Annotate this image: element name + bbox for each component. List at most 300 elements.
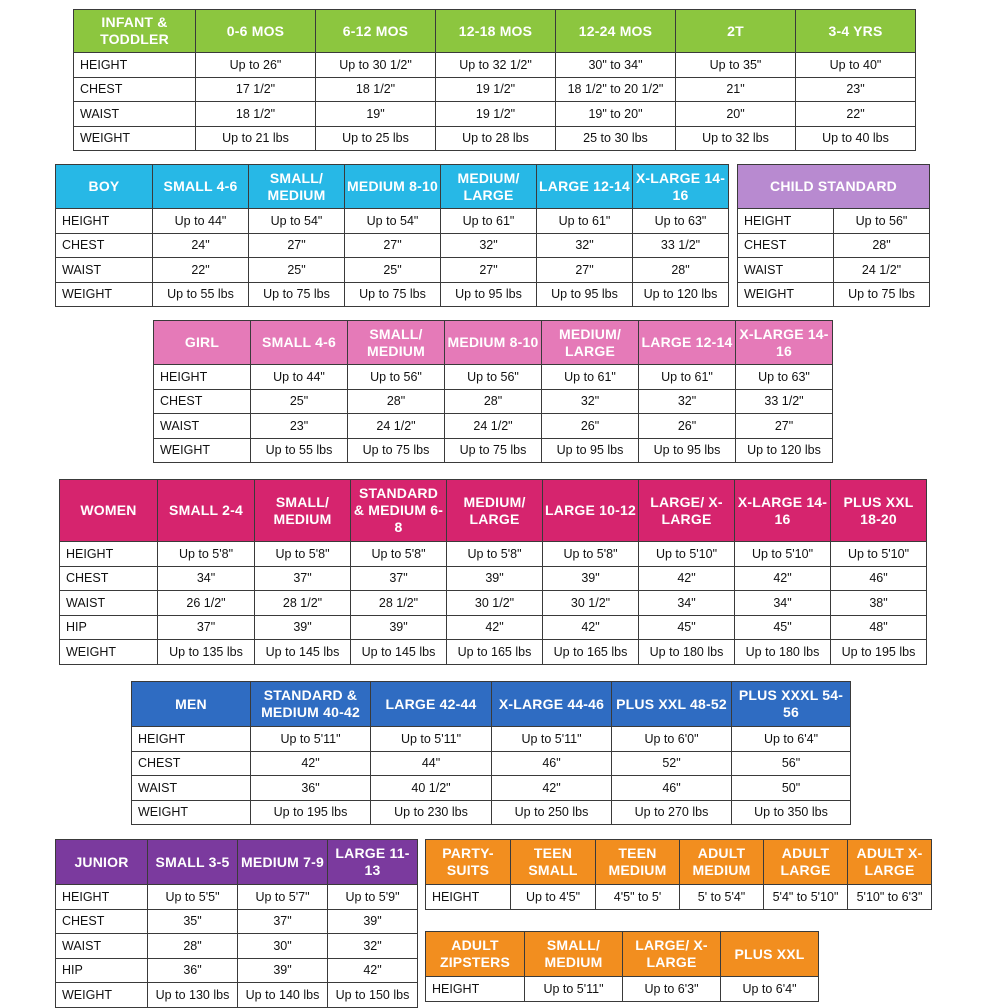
row-label-height: HEIGHT [132,727,251,752]
table-row [132,776,851,801]
table-row [56,909,418,934]
table-cell: Up to 350 lbs [732,800,851,825]
table-cell: 19" to 20" [556,102,676,127]
header-label: X-LARGE 14-16 [635,169,726,203]
size-header-large-11-13 [328,840,418,885]
size-header-small-4-6 [251,321,348,365]
table-cell: Up to 165 lbs [543,640,639,665]
table-cell: Up to 63" [736,365,833,390]
table-header-row [56,840,418,885]
header-label: SMALL/ MEDIUM [544,937,603,970]
table-cell: Up to 5'5" [148,885,238,910]
table-cell: 44" [371,751,492,776]
table-cell: 42" [447,615,543,640]
table-row [56,934,418,959]
zipsters-size-table [425,931,819,1002]
table-cell: Up to 6'4" [732,727,851,752]
table-cell: 19" [316,102,436,127]
table-row [56,282,729,307]
table-cell: 27" [537,258,633,283]
table-cell: 17 1/2" [196,77,316,102]
header-label: MEN [175,695,207,712]
header-label: PLUS XXXL 54-56 [738,687,844,720]
table-cell: 20" [676,102,796,127]
table-cell: 36" [251,776,371,801]
table-cell: 4'5" to 5' [596,885,680,910]
table-row [132,751,851,776]
size-header-12-24-mos [556,10,676,53]
header-label: SMALL 3-5 [155,853,230,870]
table-cell: 56" [732,751,851,776]
table-cell: Up to 55 lbs [153,282,249,307]
row-label-waist: WAIST [154,414,251,439]
header-label: PLUS XXL [734,945,805,962]
header-label: TEEN SMALL [528,845,578,878]
table-header-row [426,932,819,977]
table-cell: 28" [445,389,542,414]
size-header-small-3-5 [148,840,238,885]
size-header-small-medium [249,165,345,209]
table-cell: Up to 5'11" [525,977,623,1002]
table-cell: Up to 6'3" [623,977,721,1002]
size-header-medium-7-9 [238,840,328,885]
header-label: SMALL/ MEDIUM [367,325,425,359]
category-title [132,682,251,727]
size-header-large-12-14 [639,321,736,365]
header-label: PLUS XXL 48-52 [616,695,727,712]
table-cell: Up to 61" [542,365,639,390]
table-cell: Up to 180 lbs [639,640,735,665]
table-row [738,209,930,234]
size-header-x-large-14-16 [736,321,833,365]
table-cell: 27" [345,233,441,258]
table-cell: 35" [148,909,238,934]
table-cell: Up to 35" [676,53,796,78]
table-cell: 22" [796,102,916,127]
header-label: PLUS XXL 18-20 [843,493,914,527]
table-cell: 26 1/2" [158,591,255,616]
table-cell: 48" [831,615,927,640]
header-label: ADULT X-LARGE [856,845,923,878]
table-cell: Up to 61" [441,209,537,234]
table-cell: Up to 75 lbs [445,438,542,463]
table-cell: Up to 28 lbs [436,126,556,151]
table-row [738,258,930,283]
table-row [60,542,927,567]
junior-size-table [55,839,418,1008]
table-cell: 33 1/2" [736,389,833,414]
table-row [56,258,729,283]
size-header-plus-xxl-48-52 [612,682,732,727]
table-cell: Up to 250 lbs [492,800,612,825]
table-cell: 32" [441,233,537,258]
row-label-waist: WAIST [738,258,834,283]
table-cell: 40 1/2" [371,776,492,801]
row-label-height: HEIGHT [426,885,511,910]
size-header-medium-8-10 [445,321,542,365]
row-label-height: HEIGHT [56,209,153,234]
row-label-chest: CHEST [56,909,148,934]
table-row [132,800,851,825]
size-header-standard-and-medium-6-8 [351,480,447,542]
table-cell: Up to 195 lbs [831,640,927,665]
header-label: MEDIUM 8-10 [447,334,539,350]
table-cell: Up to 21 lbs [196,126,316,151]
table-cell: Up to 5'8" [543,542,639,567]
table-cell: Up to 230 lbs [371,800,492,825]
row-label-weight: WEIGHT [60,640,158,665]
table-row [56,209,729,234]
table-cell: Up to 44" [251,365,348,390]
table-row [60,615,927,640]
header-label: CHILD STANDARD [770,178,897,194]
table-header-row [56,165,729,209]
header-label: MEDIUM/ LARGE [558,325,622,359]
size-header-12-18-mos [436,10,556,53]
table-row [56,958,418,983]
row-label-weight: WEIGHT [56,282,153,307]
header-label: PARTY- SUITS [442,845,494,878]
size-header-adult-medium [680,840,764,885]
table-cell: 34" [158,566,255,591]
size-header-large-42-44 [371,682,492,727]
row-label-height: HEIGHT [60,542,158,567]
row-label-chest: CHEST [738,233,834,258]
table-cell: Up to 130 lbs [148,983,238,1008]
header-label: 12-24 MOS [578,22,653,39]
table-row [154,365,833,390]
size-header-teen-medium [596,840,680,885]
table-cell: 21" [676,77,796,102]
header-label: MEDIUM 7-9 [241,853,324,870]
table-cell: 25 to 30 lbs [556,126,676,151]
size-header-small-medium [348,321,445,365]
header-label: 3-4 YRS [828,22,883,39]
header-label: ADULT LARGE [780,845,831,878]
table-cell: 32" [328,934,418,959]
table-cell: 5'4" to 5'10" [764,885,848,910]
row-label-hip: HIP [60,615,158,640]
size-header-6-12-mos [316,10,436,53]
table-row [74,77,916,102]
size-header-standard-and-medium-40-42 [251,682,371,727]
table-cell: 32" [639,389,736,414]
header-label: X-LARGE 14-16 [739,325,829,359]
header-label: LARGE 42-44 [385,695,477,712]
table-cell: 23" [796,77,916,102]
table-cell: 42" [735,566,831,591]
row-label-waist: WAIST [56,258,153,283]
table-cell: 25" [251,389,348,414]
category-title [74,10,196,53]
table-cell: 39" [238,958,328,983]
table-cell: Up to 140 lbs [238,983,328,1008]
table-cell: Up to 145 lbs [255,640,351,665]
table-row [738,282,930,307]
table-cell: 42" [251,751,371,776]
table-row [60,640,927,665]
table-cell: 42" [543,615,639,640]
size-header-medium-8-10 [345,165,441,209]
row-label-chest: CHEST [60,566,158,591]
row-label-height: HEIGHT [426,977,525,1002]
boy-size-table [55,164,729,307]
table-cell: Up to 120 lbs [736,438,833,463]
row-label-waist: WAIST [132,776,251,801]
table-cell: Up to 145 lbs [351,640,447,665]
header-label: LARGE 12-14 [641,334,733,350]
table-cell: Up to 150 lbs [328,983,418,1008]
table-cell: 24 1/2" [445,414,542,439]
table-row [56,233,729,258]
category-title [738,165,930,209]
table-cell: 28" [348,389,445,414]
header-label: LARGE 11-13 [335,845,410,878]
table-cell: 18 1/2" [316,77,436,102]
category-title [154,321,251,365]
table-cell: 46" [612,776,732,801]
header-label: SMALL 4-6 [262,334,336,350]
table-cell: 34" [639,591,735,616]
table-cell: Up to 56" [445,365,542,390]
size-header-large-x-large [623,932,721,977]
table-cell: 19 1/2" [436,77,556,102]
category-title [426,932,525,977]
table-cell: 46" [492,751,612,776]
table-cell: Up to 56" [834,209,930,234]
table-row [56,885,418,910]
size-header-0-6-mos [196,10,316,53]
row-label-waist: WAIST [74,102,196,127]
header-label: JUNIOR [74,853,129,870]
header-label: SMALL/ MEDIUM [273,493,332,527]
size-header-plus-xxl-18-20 [831,480,927,542]
table-cell: Up to 75 lbs [348,438,445,463]
header-label: STANDARD & MEDIUM 40-42 [261,687,360,720]
table-cell: Up to 75 lbs [834,282,930,307]
table-cell: Up to 40 lbs [796,126,916,151]
table-cell: 30 1/2" [543,591,639,616]
table-cell: 27" [249,233,345,258]
table-cell: 24" [153,233,249,258]
header-label: 6-12 MOS [342,22,409,39]
table-cell: 24 1/2" [348,414,445,439]
infant-size-table [73,9,916,151]
row-label-height: HEIGHT [56,885,148,910]
table-cell: Up to 5'11" [371,727,492,752]
header-label: INFANT & TODDLER [100,14,169,47]
table-cell: 42" [492,776,612,801]
table-row [154,389,833,414]
size-header-small-medium [525,932,623,977]
table-cell: Up to 54" [345,209,441,234]
table-cell: 18 1/2" to 20 1/2" [556,77,676,102]
header-label: 0-6 MOS [226,22,285,39]
table-cell: 19 1/2" [436,102,556,127]
table-cell: Up to 32 lbs [676,126,796,151]
table-cell: 42" [328,958,418,983]
table-cell: 39" [543,566,639,591]
row-label-weight: WEIGHT [132,800,251,825]
category-title [426,840,511,885]
table-cell: Up to 5'8" [351,542,447,567]
table-cell: 25" [249,258,345,283]
table-cell: Up to 195 lbs [251,800,371,825]
table-cell: 37" [238,909,328,934]
table-cell: Up to 30 1/2" [316,53,436,78]
table-cell: 50" [732,776,851,801]
row-label-waist: WAIST [60,591,158,616]
table-cell: 39" [255,615,351,640]
table-cell: 30" to 34" [556,53,676,78]
table-cell: 30" [238,934,328,959]
header-label: LARGE 12-14 [539,178,630,194]
header-label: MEDIUM/ LARGE [457,169,520,203]
size-header-x-large-14-16 [735,480,831,542]
table-cell: 45" [639,615,735,640]
table-cell: Up to 5'8" [447,542,543,567]
size-header-small-2-4 [158,480,255,542]
header-label: MEDIUM/ LARGE [463,493,526,527]
size-header-x-large-14-16 [633,165,729,209]
header-label: STANDARD & MEDIUM 6-8 [353,485,444,535]
size-header-large-x-large [639,480,735,542]
table-row [60,591,927,616]
table-cell: 27" [736,414,833,439]
table-cell: 39" [447,566,543,591]
size-header-large-12-14 [537,165,633,209]
header-label: 2T [727,22,744,39]
category-title [60,480,158,542]
row-label-height: HEIGHT [738,209,834,234]
table-cell: 32" [542,389,639,414]
table-cell: Up to 32 1/2" [436,53,556,78]
header-label: LARGE/ X-LARGE [650,493,723,527]
header-label: ADULT ZIPSTERS [439,937,511,970]
header-label: LARGE 10-12 [545,502,636,518]
table-header-row [132,682,851,727]
table-cell: 37" [351,566,447,591]
size-header-plus-xxxl-54-56 [732,682,851,727]
table-cell: 39" [328,909,418,934]
table-cell: 36" [148,958,238,983]
table-cell: Up to 63" [633,209,729,234]
table-cell: 32" [537,233,633,258]
table-cell: Up to 135 lbs [158,640,255,665]
table-cell: 26" [639,414,736,439]
table-cell: Up to 5'11" [492,727,612,752]
table-cell: Up to 75 lbs [249,282,345,307]
row-label-waist: WAIST [56,934,148,959]
table-row [56,983,418,1008]
girl-size-table [153,320,833,463]
table-cell: Up to 5'9" [328,885,418,910]
category-title [56,840,148,885]
table-cell: 34" [735,591,831,616]
table-header-row [426,840,932,885]
table-cell: Up to 61" [639,365,736,390]
table-cell: Up to 5'10" [831,542,927,567]
child-size-table [737,164,930,307]
table-row [74,102,916,127]
table-cell: 28" [834,233,930,258]
table-cell: Up to 270 lbs [612,800,732,825]
size-header-large-10-12 [543,480,639,542]
table-cell: Up to 5'11" [251,727,371,752]
header-label: 12-18 MOS [458,22,533,39]
row-label-height: HEIGHT [154,365,251,390]
header-label: GIRL [184,334,220,350]
row-label-chest: CHEST [56,233,153,258]
table-cell: 38" [831,591,927,616]
row-label-weight: WEIGHT [154,438,251,463]
table-cell: Up to 54" [249,209,345,234]
table-cell: 39" [351,615,447,640]
size-header-x-large-44-46 [492,682,612,727]
table-row [154,438,833,463]
table-cell: 18 1/2" [196,102,316,127]
size-header-adult-x-large [848,840,932,885]
women-size-table [59,479,927,665]
table-row [426,977,819,1002]
table-cell: 24 1/2" [834,258,930,283]
size-header-small-medium [255,480,351,542]
row-label-weight: WEIGHT [738,282,834,307]
table-cell: Up to 6'0" [612,727,732,752]
party-size-table [425,839,932,910]
table-cell: Up to 95 lbs [542,438,639,463]
table-cell: 28" [148,934,238,959]
table-cell: Up to 95 lbs [441,282,537,307]
table-cell: Up to 61" [537,209,633,234]
table-header-row [60,480,927,542]
table-cell: 45" [735,615,831,640]
table-cell: Up to 120 lbs [633,282,729,307]
table-cell: 23" [251,414,348,439]
table-cell: Up to 6'4" [721,977,819,1002]
table-row [426,885,932,910]
table-cell: Up to 5'10" [639,542,735,567]
header-label: BOY [88,178,120,194]
table-row [132,727,851,752]
table-cell: 28 1/2" [351,591,447,616]
table-cell: 5' to 5'4" [680,885,764,910]
table-cell: 25" [345,258,441,283]
table-cell: 28" [633,258,729,283]
table-cell: 37" [158,615,255,640]
size-header-2t [676,10,796,53]
table-cell: Up to 44" [153,209,249,234]
header-label: MEDIUM 8-10 [347,178,438,194]
table-cell: Up to 5'7" [238,885,328,910]
header-label: TEEN MEDIUM [608,845,667,878]
table-cell: Up to 56" [348,365,445,390]
table-cell: 22" [153,258,249,283]
table-cell: Up to 5'8" [158,542,255,567]
row-label-hip: HIP [56,958,148,983]
row-label-chest: CHEST [154,389,251,414]
table-cell: 52" [612,751,732,776]
table-cell: Up to 5'10" [735,542,831,567]
table-header-row [154,321,833,365]
table-cell: Up to 95 lbs [639,438,736,463]
header-label: X-LARGE 44-46 [498,695,605,712]
size-header-teen-small [511,840,596,885]
size-header-medium-large [542,321,639,365]
size-header-3-4-yrs [796,10,916,53]
table-cell: Up to 55 lbs [251,438,348,463]
table-cell: 27" [441,258,537,283]
